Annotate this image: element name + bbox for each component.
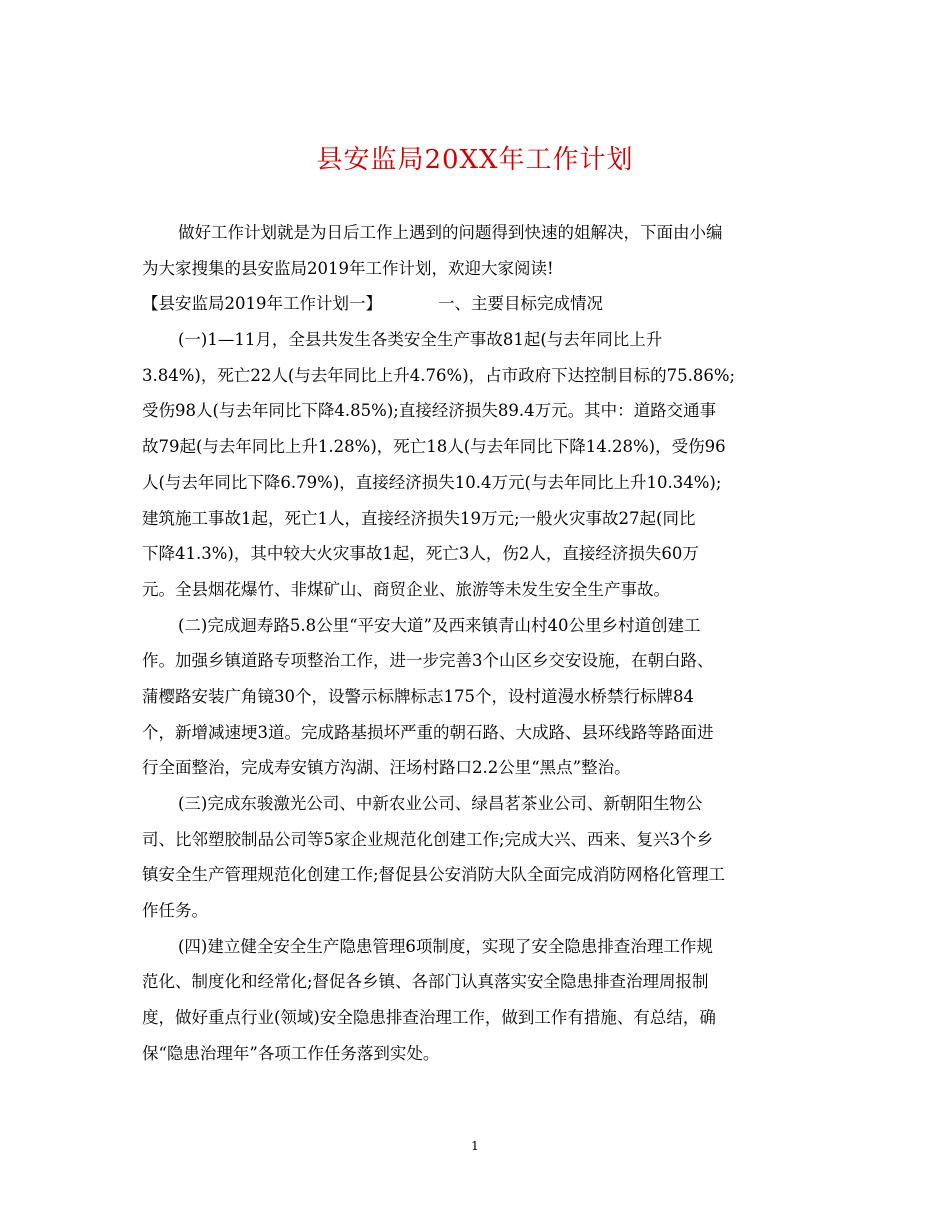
paragraph-2-line-4: 个，新增减速埂3道。完成路基损坏严重的朝石路、大成路、县环线路等路面进 (142, 722, 714, 742)
paragraph-1-line-3: 受伤98人(与去年同比下降4.85%);直接经济损失89.4万元。其中：道路交通事 (142, 401, 717, 421)
paragraph-4-line-2: 范化、制度化和经常化;督促各乡镇、各部门认真落实安全隐患排查治理周报制 (142, 972, 709, 992)
section-heading-row (142, 286, 812, 322)
page-number: 1 (471, 1139, 479, 1153)
paragraph-4-line-3: 度，做好重点行业(领域)安全隐患排查治理工作，做到工作有措施、有总结，确 (142, 1008, 716, 1028)
document-title: 县安监局20XX年工作计划 (316, 145, 634, 175)
paragraph-3-line-2: 司、比邻塑胶制品公司等5家企业规范化创建工作;完成大兴、西来、复兴3个乡 (142, 829, 714, 849)
plan-heading: 【县安监局2019年工作计划一】 (142, 294, 382, 314)
paragraph-2-line-2: 作。加强乡镇道路专项整治工作，进一步完善3个山区乡交安设施，在朝白路、 (142, 651, 714, 671)
paragraph-3-line-3: 镇安全生产管理规范化创建工作;督促县公安消防大队全面完成消防网格化管理工 (142, 865, 726, 885)
paragraph-1-line-8: 元。全县烟花爆竹、非煤矿山、商贸企业、旅游等未发生安全生产事故。 (142, 579, 670, 599)
paragraph-1-line-4: 故79起(与去年同比上升1.28%)，死亡18人(与去年同比下降14.28%)，受伤96 (142, 437, 726, 457)
section-heading: 一、主要目标完成情况 (438, 294, 603, 314)
paragraph-1-line-7: 下降41.3%)，其中较大火灾事故1起，死亡3人，伤2人，直接经济损失60万 (142, 544, 699, 564)
paragraph-2-line-1: (二)完成迴寿路5.8公里“平安大道”及西来镇青山村40公里乡村道创建工 (178, 615, 701, 635)
paragraph-1-line-5: 人(与去年同比下降6.79%)，直接经济损失10.4万元(与去年同比上升10.34%); (142, 472, 722, 492)
paragraph-2-line-5: 行全面整治，完成寿安镇方沟湖、汪场村路口2.2公里“黑点”整治。 (142, 758, 631, 778)
paragraph-4-line-4: 保“隐患治理年”各项工作任务落到实处。 (142, 1043, 440, 1063)
document-body (142, 215, 812, 1072)
paragraph-3-line-4: 作任务。 (142, 901, 208, 921)
paragraph-1-line-2: 3.84%)，死亡22人(与去年同比上升4.76%)，占市政府下达控制目标的75.86%; (142, 365, 736, 385)
paragraph-intro-line-2: 为大家搜集的县安监局2019年工作计划，欢迎大家阅读! (142, 258, 554, 278)
paragraph-intro-line-1: 做好工作计划就是为日后工作上遇到的问题得到快速的姐解决，下面由小编 (178, 223, 723, 242)
paragraph-1-line-1: (一)1—11月，全县共发生各类安全生产事故81起(与去年同比上升 (178, 330, 663, 350)
paragraph-3-line-1: (三)完成东骏激光公司、中新农业公司、绿昌茗茶业公司、新朝阳生物公 (178, 794, 703, 813)
paragraph-1-line-6: 建筑施工事故1起，死亡1人，直接经济损失19万元;一般火灾事故27起(同比 (142, 508, 696, 528)
paragraph-4-line-1: (四)建立健全安全生产隐患管理6项制度，实现了安全隐患排查治理工作规 (178, 936, 713, 956)
paragraph-2-line-3: 蒲樱路安装广角镜30个，设警示标牌标志175个，设村道漫水桥禁行标牌84 (142, 686, 694, 706)
